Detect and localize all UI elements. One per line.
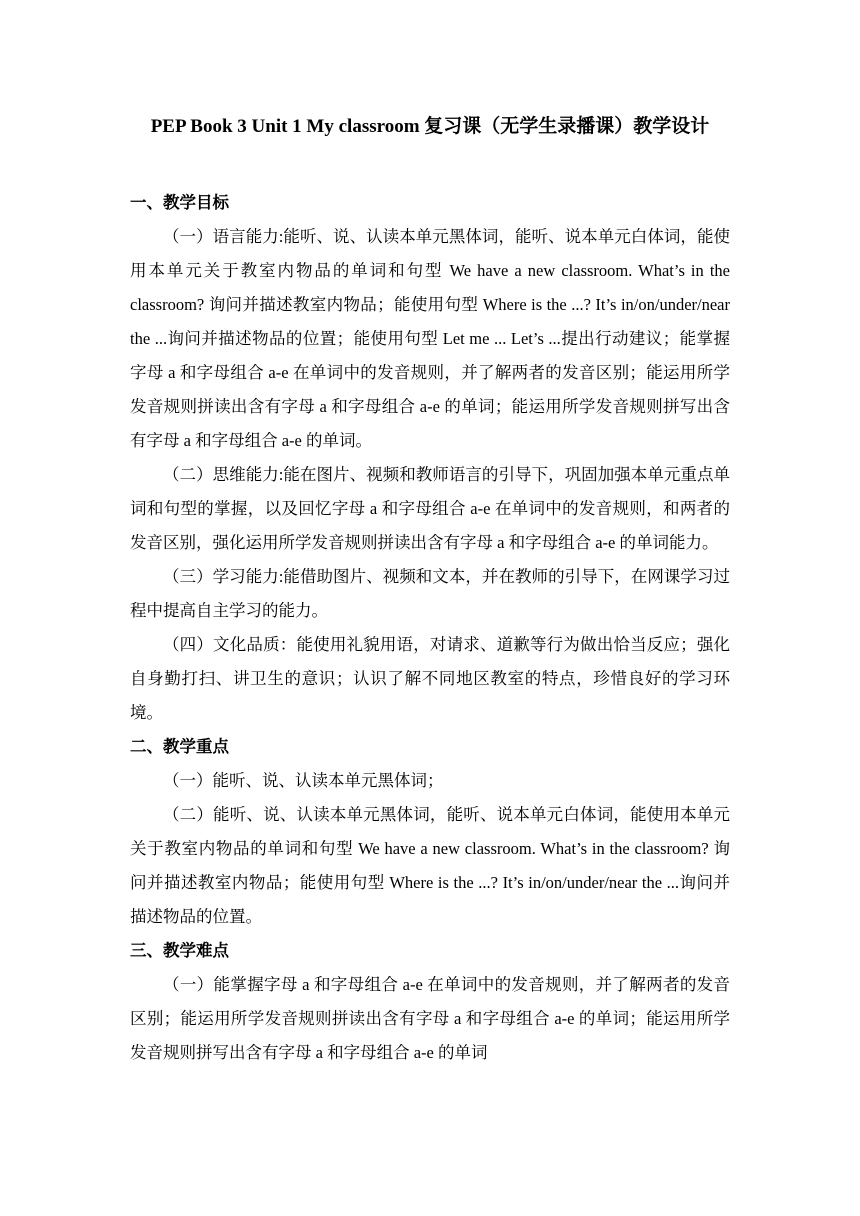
- paragraph-difficulty-1: （一）能掌握字母 a 和字母组合 a-e 在单词中的发音规则，并了解两者的发音区别；能运用所学发音规则拼读出含有字母 a 和字母组合 a-e 的单词；能运用所学发音规则拼写出含有字母 a 和字母组合 a-e 的单词: [130, 975, 730, 1062]
- section-teaching-objectives: [130, 186, 730, 730]
- paragraph-language-ability: （一）语言能力:能听、说、认读本单元黑体词，能听、说本单元白体词，能使用本单元关于教室内物品的单词和句型 We have a new classroom. What’s in the classroom? 询问并描述教室内物品；能使用句型 Where is the ...? It’s in/on/under/near the ...询问并描述物品的位置；能使用句型 Let me ... Let’s ...提出行动建议；能掌握字母 a 和字母组合 a-e 在单词中的发音规则，并了解两者的发音区别；能运用所学发音规则拼读出含有字母 a 和字母组合 a-e 的单词；能运用所学发音规则拼写出含有字母 a 和字母组合 a-e 的单词。: [130, 227, 730, 450]
- section-teaching-difficulties: [130, 934, 730, 1070]
- section-heading: 三、教学难点: [130, 941, 229, 960]
- paragraph-focus-2: （二）能听、说、认读本单元黑体词，能听、说本单元白体词，能使用本单元关于教室内物品的单词和句型 We have a new classroom. What’s in the classroom? 询问并描述教室内物品；能使用句型 Where is the ...? It’s in/on/under/near the ...询问并描述物品的位置。: [130, 805, 730, 926]
- section-heading: 一、教学目标: [130, 193, 229, 212]
- document-body: [130, 186, 730, 1070]
- paragraph-cultural-quality: （四）文化品质：能使用礼貌用语，对请求、道歉等行为做出恰当反应；强化自身勤打扫、讲卫生的意识；认识了解不同地区教室的特点，珍惜良好的学习环境。: [130, 635, 730, 722]
- paragraph-learning-ability: （三）学习能力:能借助图片、视频和文本，并在教师的引导下，在网课学习过程中提高自主学习的能力。: [130, 567, 730, 620]
- paragraph-focus-1: （一）能听、说、认读本单元黑体词；: [163, 771, 444, 790]
- section-heading: 二、教学重点: [130, 737, 229, 756]
- document-title: PEP Book 3 Unit 1 My classroom 复习课（无学生录播课）教学设计: [150, 116, 710, 137]
- paragraph-thinking-ability: （二）思维能力:能在图片、视频和教师语言的引导下，巩固加强本单元重点单词和句型的掌握，以及回忆字母 a 和字母组合 a-e 在单词中的发音规则，和两者的发音区别，强化运用所学发音规则拼读出含有字母 a 和字母组合 a-e 的单词能力。: [130, 465, 730, 552]
- section-teaching-focus: [130, 730, 730, 934]
